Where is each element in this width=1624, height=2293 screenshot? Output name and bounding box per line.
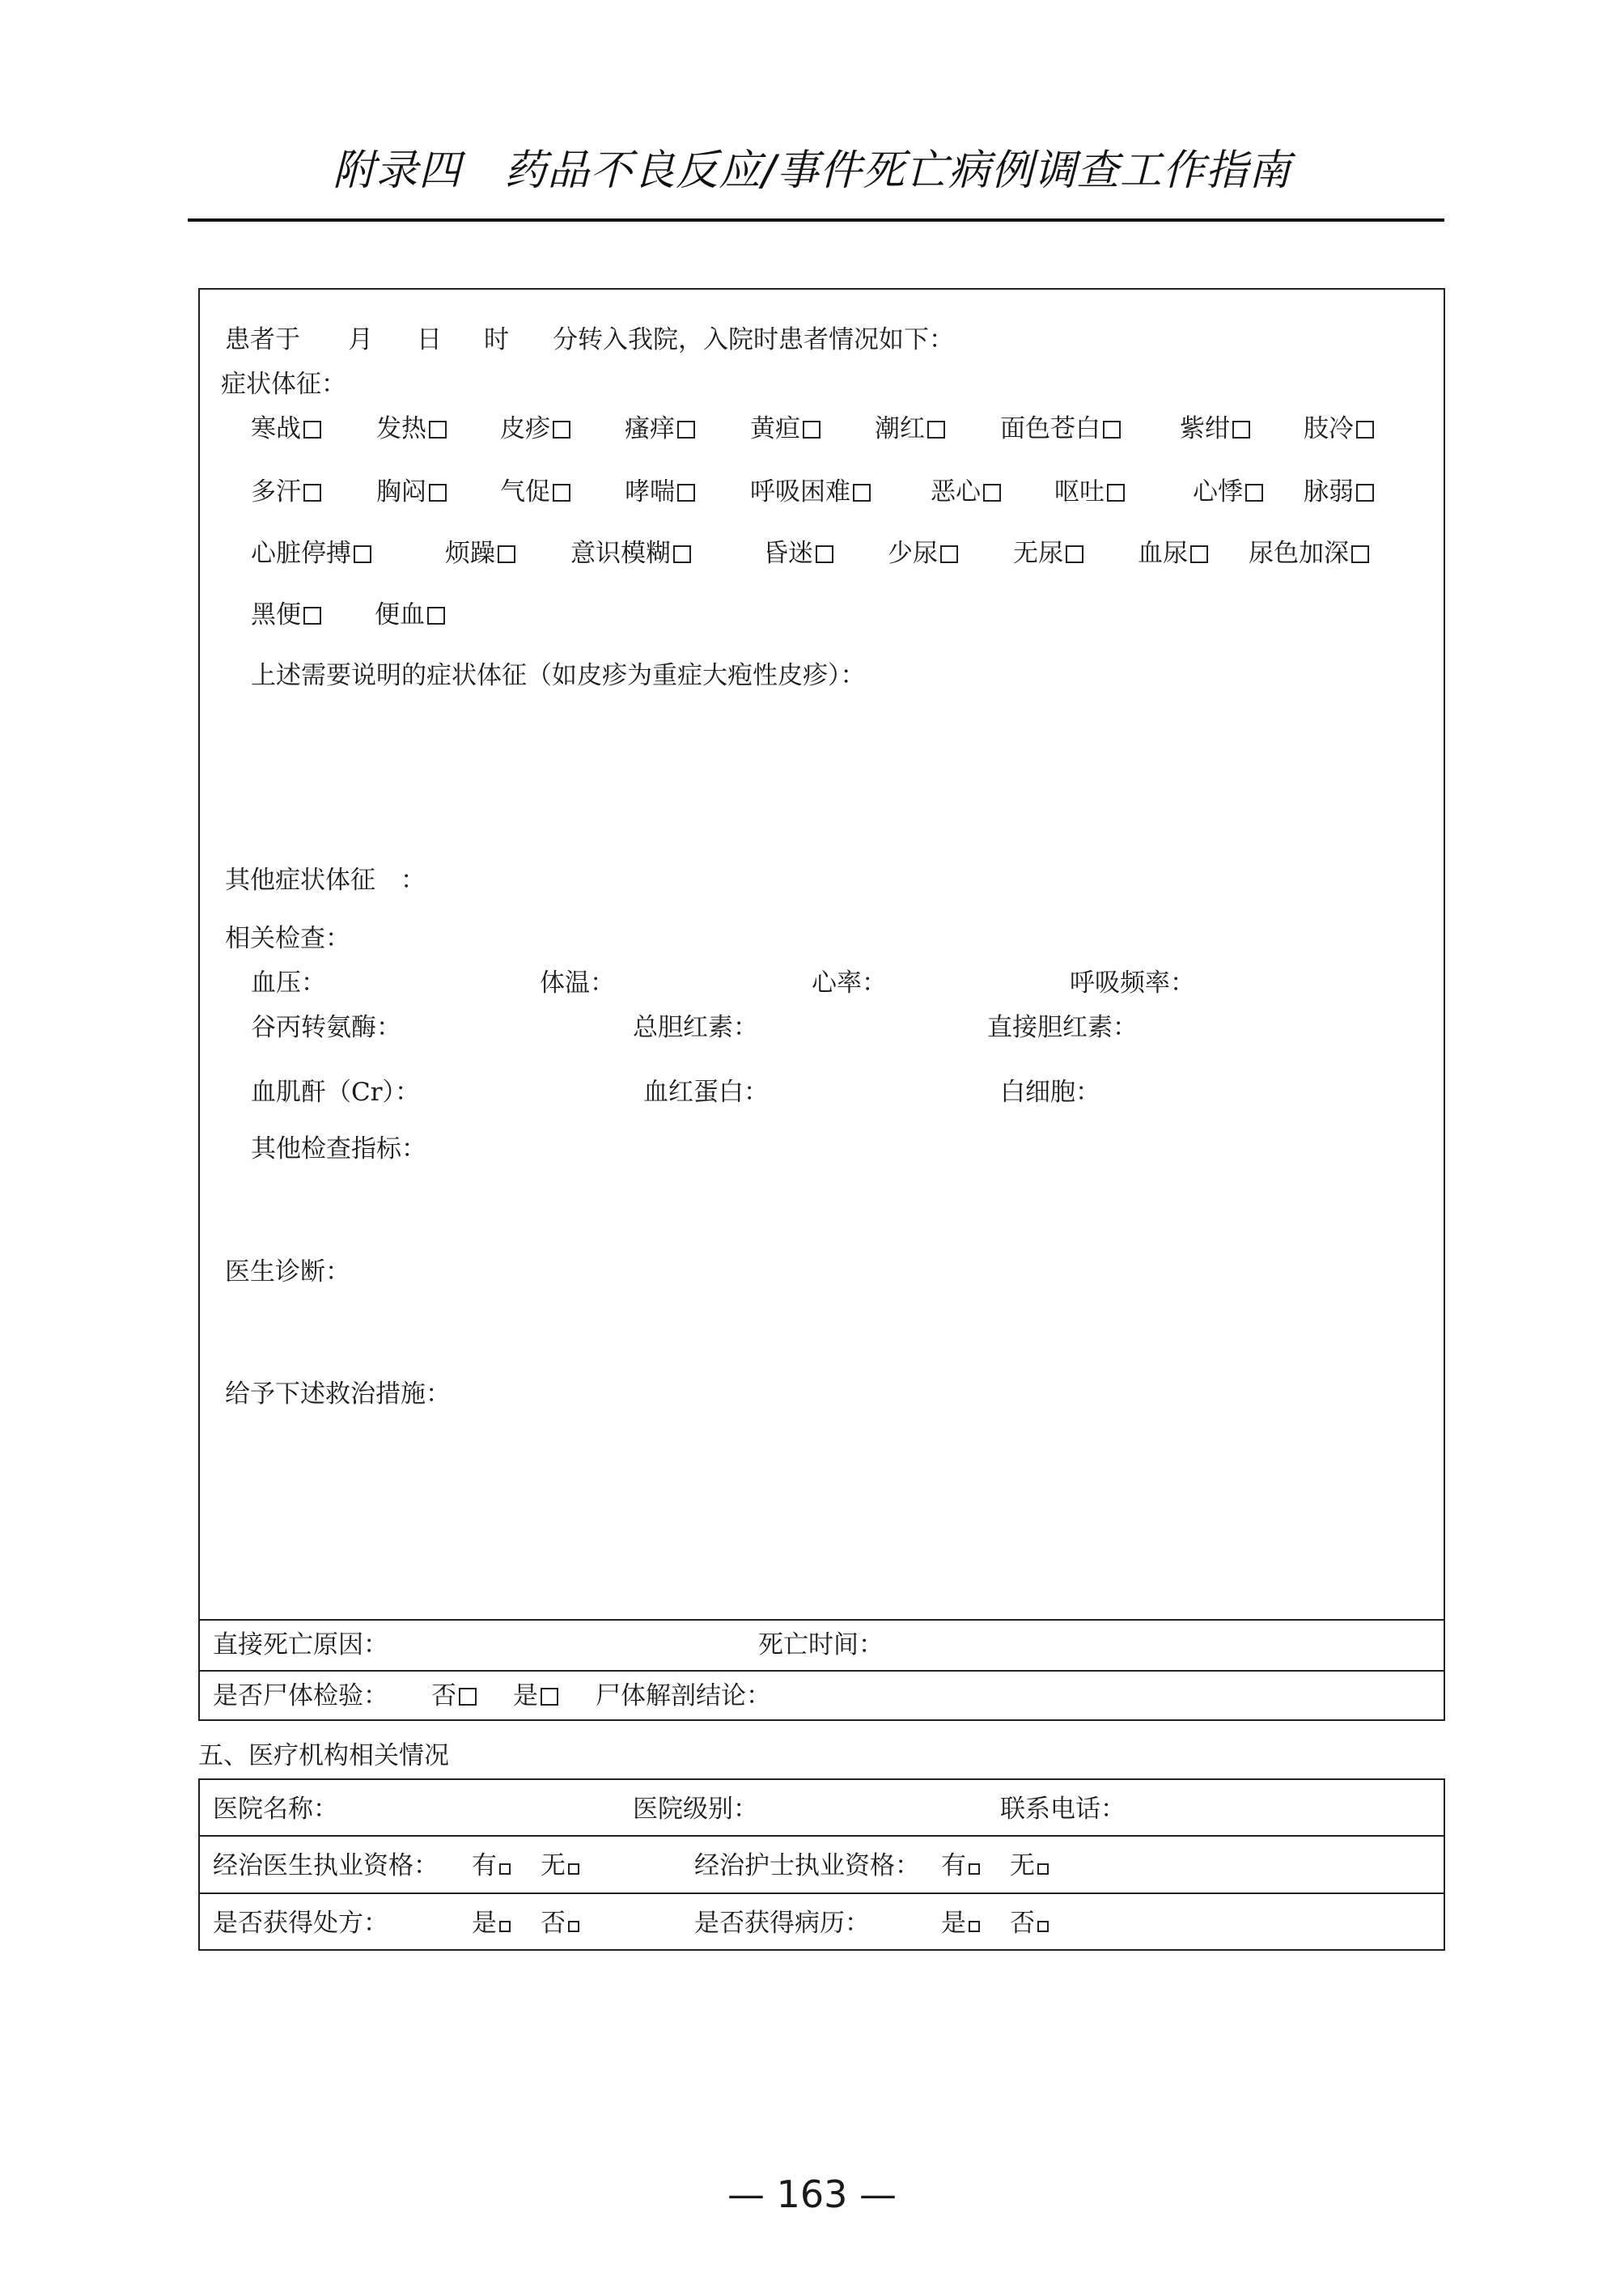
symptom-melena: 黑便: [251, 599, 321, 631]
checkbox[interactable]: [1356, 484, 1374, 502]
admission-prefix: 患者于: [225, 325, 300, 354]
checkbox[interactable]: [427, 607, 445, 625]
death-cause-label: 直接死亡原因：: [213, 1630, 388, 1659]
checkbox[interactable]: [303, 484, 321, 502]
checkbox[interactable]: [429, 421, 447, 439]
checkbox[interactable]: [940, 545, 958, 563]
symptom-coma: 昏迷: [763, 537, 833, 570]
exam-heart-rate: 心率：: [812, 968, 887, 998]
institution-divider-2: [198, 1892, 1445, 1894]
symptom-dark-urine: 尿色加深: [1249, 537, 1369, 570]
page-header-title: 附录四 药品不良反应/事件死亡病例调查工作指南: [333, 146, 1291, 195]
doctor-license-label: 经治医生执业资格：: [213, 1851, 439, 1880]
checkbox[interactable]: [553, 484, 570, 502]
box-divider-autopsy: [198, 1670, 1445, 1672]
checkbox[interactable]: [429, 484, 447, 502]
admission-rest: 分转入我院，入院时患者情况如下：: [553, 325, 954, 354]
medical-record-no: 否: [1010, 1907, 1049, 1939]
symptom-weak-pulse: 脉弱: [1304, 476, 1374, 508]
medical-record-label: 是否获得病历：: [694, 1909, 870, 1938]
exam-direct-bilirubin: 直接胆红素：: [987, 1013, 1138, 1042]
symptom-rash: 皮疹: [500, 413, 570, 445]
death-time-label: 死亡时间：: [758, 1630, 884, 1659]
checkbox[interactable]: [1037, 1863, 1049, 1875]
checkbox[interactable]: [459, 1688, 477, 1706]
autopsy-conclusion-label: 尸体解剖结论：: [596, 1681, 771, 1710]
nurse-license-yes: 有: [941, 1850, 980, 1882]
symptom-note: 上述需要说明的症状体征（如皮疹为重症大疱性皮疹）：: [251, 661, 866, 690]
hospital-name-label: 医院名称：: [213, 1795, 338, 1824]
symptom-pallor: 面色苍白: [1000, 413, 1121, 445]
checkbox[interactable]: [803, 421, 820, 439]
checkbox[interactable]: [499, 1863, 511, 1875]
header-divider: [188, 218, 1444, 222]
checkbox[interactable]: [673, 545, 691, 563]
symptom-palpitation: 心悸: [1193, 476, 1263, 508]
checkbox[interactable]: [499, 1921, 511, 1932]
symptom-vomiting: 呕吐: [1054, 476, 1125, 508]
symptom-cold-limbs: 肢冷: [1304, 413, 1374, 445]
prescription-label: 是否获得处方：: [213, 1909, 388, 1938]
checkbox[interactable]: [498, 545, 515, 563]
symptom-shortness-of-breath: 气促: [500, 476, 570, 508]
autopsy-label: 是否尸体检验：: [213, 1681, 388, 1710]
checkbox[interactable]: [1103, 421, 1121, 439]
symptom-restlessness: 烦躁: [445, 537, 515, 570]
exam-alt: 谷丙转氨酶：: [251, 1013, 401, 1042]
symptom-itching: 瘙痒: [625, 413, 695, 445]
treatment-label: 给予下述救治措施：: [225, 1380, 451, 1409]
symptoms-label: 症状体征：: [221, 370, 346, 399]
medical-record-yes: 是: [941, 1907, 980, 1939]
checkbox[interactable]: [1245, 484, 1263, 502]
exam-creatinine: 血肌酐（Cr）：: [251, 1078, 421, 1107]
checkbox[interactable]: [1190, 545, 1208, 563]
symptom-wheezing: 哮喘: [625, 476, 695, 508]
symptom-cyanosis: 紫绀: [1180, 413, 1250, 445]
checkbox[interactable]: [816, 545, 833, 563]
prescription-no: 否: [541, 1907, 579, 1939]
prescription-yes: 是: [472, 1907, 511, 1939]
checkbox[interactable]: [1356, 421, 1374, 439]
symptom-nausea: 恶心: [931, 476, 1001, 508]
checkbox[interactable]: [1351, 545, 1369, 563]
symptom-hematochezia: 便血: [375, 599, 445, 631]
symptom-dyspnea: 呼吸困难: [750, 476, 871, 508]
box-divider-death: [198, 1619, 1445, 1621]
checkbox[interactable]: [1037, 1921, 1049, 1932]
symptom-oliguria: 少尿: [888, 537, 958, 570]
other-symptoms-label: 其他症状体征 ：: [225, 866, 426, 895]
exam-respiratory-rate: 呼吸频率：: [1070, 968, 1195, 998]
institution-divider-1: [198, 1835, 1445, 1837]
symptom-chest-tightness: 胸闷: [376, 476, 447, 508]
nurse-license-no: 无: [1010, 1850, 1049, 1882]
symptom-flushing: 潮红: [875, 413, 945, 445]
checkbox[interactable]: [568, 1863, 579, 1875]
symptom-jaundice: 黄疸: [750, 413, 820, 445]
exam-temperature: 体温：: [540, 968, 615, 998]
checkbox[interactable]: [1066, 545, 1083, 563]
checkbox[interactable]: [303, 421, 321, 439]
symptom-cardiac-arrest: 心脏停搏: [251, 537, 371, 570]
symptom-sweating: 多汗: [251, 476, 321, 508]
other-exams-label: 其他检查指标：: [251, 1134, 426, 1163]
checkbox[interactable]: [853, 484, 871, 502]
diagnosis-label: 医生诊断：: [225, 1257, 350, 1286]
checkbox[interactable]: [969, 1863, 980, 1875]
contact-phone-label: 联系电话：: [1000, 1795, 1126, 1824]
symptom-chills: 寒战: [251, 413, 321, 445]
checkbox[interactable]: [553, 421, 570, 439]
admission-month: 月: [348, 325, 373, 354]
checkbox[interactable]: [677, 421, 695, 439]
admission-hour: 时: [484, 325, 509, 354]
symptom-confusion: 意识模糊: [570, 537, 691, 570]
exam-hemoglobin: 血红蛋白：: [643, 1078, 769, 1107]
checkbox[interactable]: [354, 545, 371, 563]
symptom-hematuria: 血尿: [1138, 537, 1208, 570]
symptom-fever: 发热: [376, 413, 447, 445]
checkbox[interactable]: [541, 1688, 558, 1706]
checkbox[interactable]: [303, 607, 321, 625]
symptom-anuria: 无尿: [1013, 537, 1083, 570]
autopsy-yes: 是: [513, 1680, 558, 1712]
page-number: — 163 —: [727, 2172, 897, 2216]
doctor-license-no: 无: [541, 1850, 579, 1882]
exam-blood-pressure: 血压：: [251, 968, 326, 998]
checkbox[interactable]: [983, 484, 1001, 502]
checkbox[interactable]: [568, 1921, 579, 1932]
checkbox[interactable]: [927, 421, 945, 439]
nurse-license-label: 经治护士执业资格：: [694, 1851, 920, 1880]
checkbox[interactable]: [1107, 484, 1125, 502]
autopsy-no: 否: [431, 1680, 477, 1712]
exam-total-bilirubin: 总胆红素：: [633, 1013, 758, 1042]
exams-label: 相关检查：: [225, 924, 350, 953]
checkbox[interactable]: [969, 1921, 980, 1932]
institution-section-title: 五、医疗机构相关情况: [198, 1741, 449, 1770]
checkbox[interactable]: [1232, 421, 1250, 439]
checkbox[interactable]: [677, 484, 695, 502]
hospital-level-label: 医院级别：: [633, 1795, 758, 1824]
exam-white-cells: 白细胞：: [1000, 1078, 1100, 1107]
doctor-license-yes: 有: [472, 1850, 511, 1882]
admission-day: 日: [417, 325, 442, 354]
